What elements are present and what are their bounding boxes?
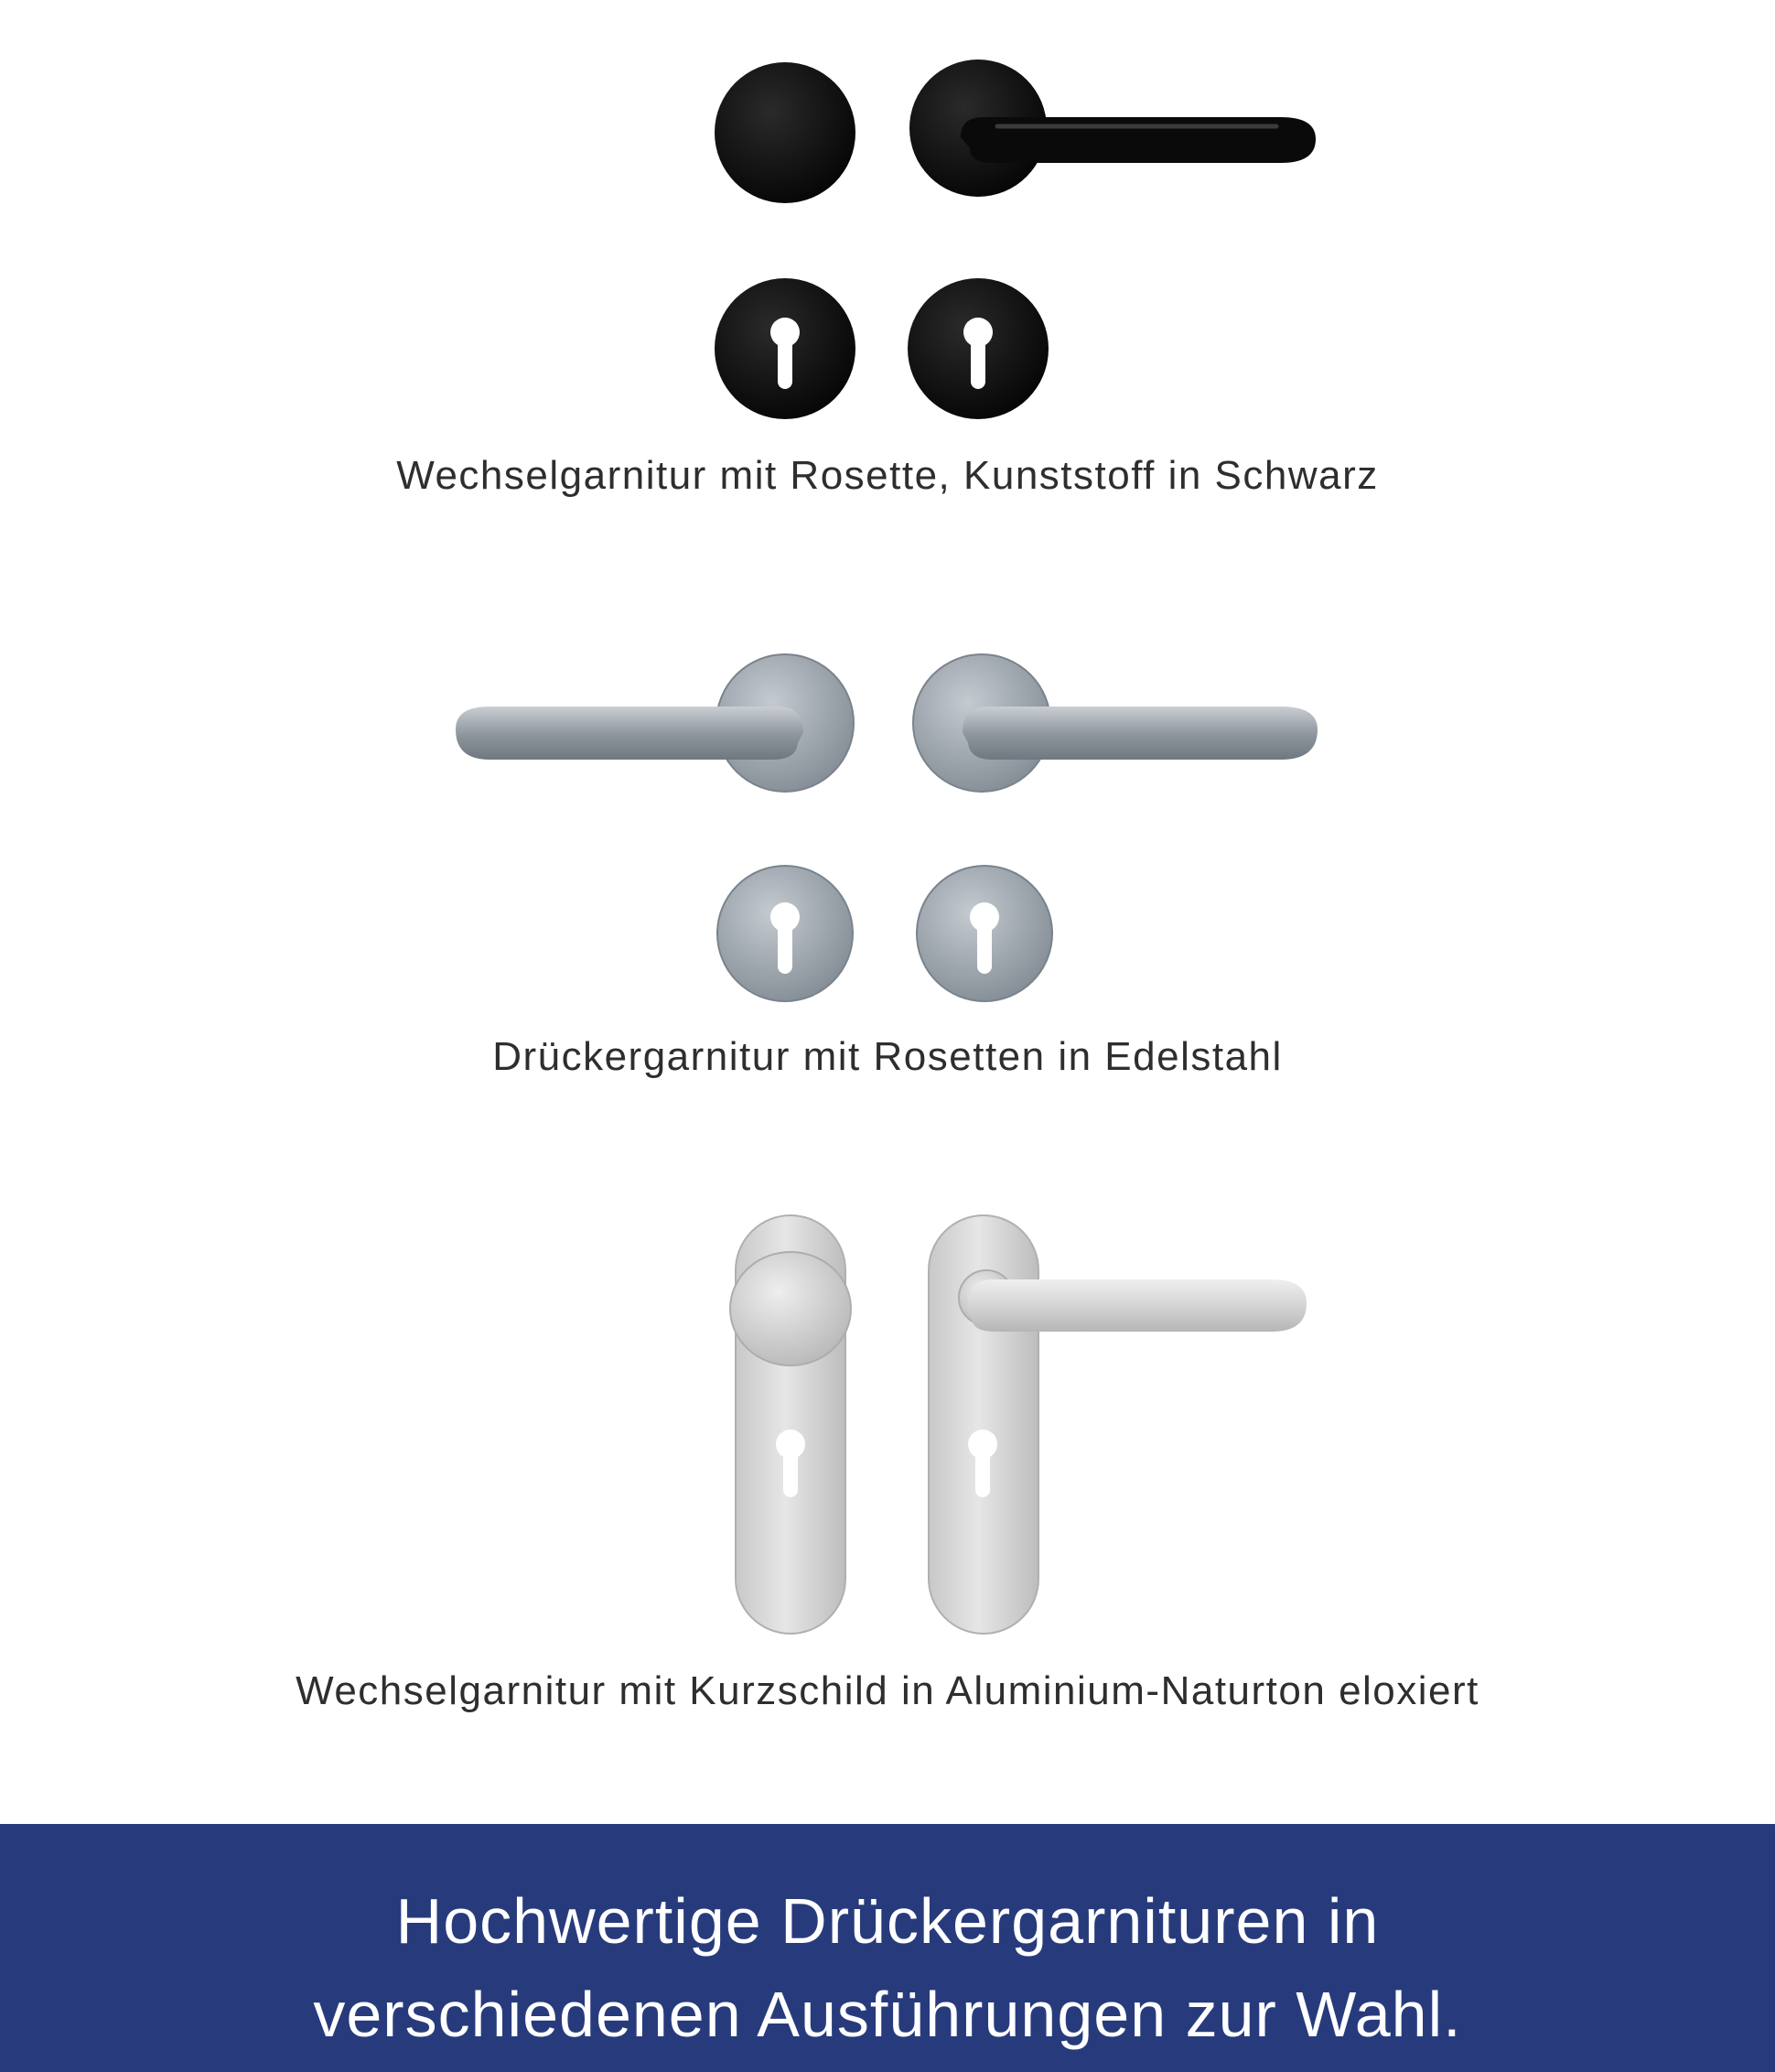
banner-text-line: Hochwertige Drückergarnituren in [395,1885,1380,1957]
stainless-handle-set-image [0,641,1775,1007]
knob-icon [730,1252,851,1365]
lever-handle-icon [456,707,803,760]
lever-handle-icon [959,1270,1307,1332]
product-caption: Wechselgarnitur mit Kurzschild in Aluminium-Naturton eloxiert [296,1668,1479,1713]
knob-rosette-icon [715,62,855,203]
aluminium-handle-set-image [0,1199,1775,1647]
product-caption: Wechselgarnitur mit Rosette, Kunststoff in Schwarz [396,453,1379,498]
promo-banner [0,1824,1775,2072]
lever-handle-icon [963,707,1318,760]
keyhole-rosette-icon [908,278,1049,419]
lever-handle-icon [961,117,1316,163]
keyhole-rosette-icon [917,866,1052,1001]
keyhole-rosette-icon [715,278,855,419]
banner-text-line: verschiedenen Ausführungen zur Wahl. [313,1979,1462,2050]
black-handle-set-image [0,37,1775,439]
product-caption: Drückergarnitur mit Rosetten in Edelstahl [492,1034,1283,1079]
keyhole-rosette-icon [717,866,853,1001]
